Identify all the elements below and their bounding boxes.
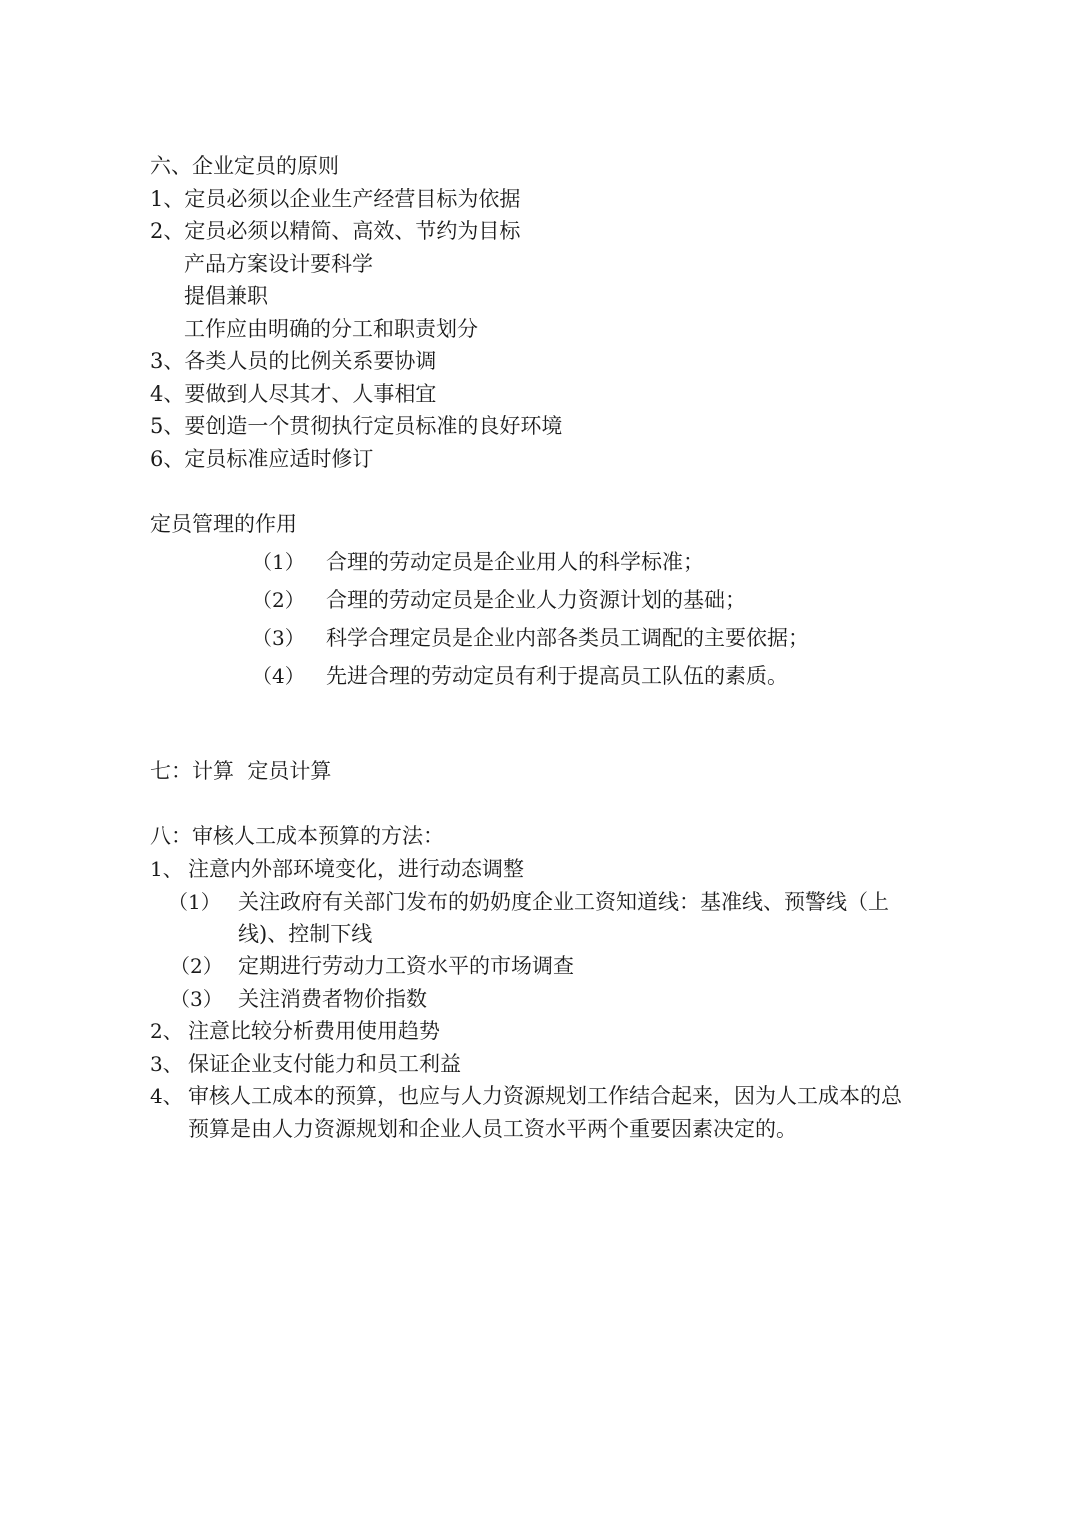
section8-sub1-text: 关注政府有关部门发布的奶奶度企业工资知道线：基准线、预警线（上 bbox=[238, 890, 889, 914]
management-num-1: （1） bbox=[252, 550, 305, 574]
section6-item-5: 5、要创造一个贯彻执行定员标准的良好环境 bbox=[150, 414, 563, 438]
section6-item-2: 2、定员必须以精简、高效、节约为目标 bbox=[150, 219, 521, 243]
section8-item1-num: 1、 bbox=[150, 857, 183, 881]
section8-item4-text: 审核人工成本的预算，也应与人力资源规划工作结合起来，因为人工成本的总 bbox=[188, 1084, 902, 1108]
section8-sub2-text: 定期进行劳动力工资水平的市场调查 bbox=[238, 954, 574, 978]
section8-item3-num: 3、 bbox=[150, 1052, 183, 1076]
section8-sub3-text: 关注消费者物价指数 bbox=[238, 987, 427, 1011]
section8-item3-text: 保证企业支付能力和员工利益 bbox=[188, 1052, 461, 1076]
section8-title: 八：审核人工成本预算的方法： bbox=[150, 824, 444, 848]
section8-item1-text: 注意内外部环境变化，进行动态调整 bbox=[188, 857, 524, 881]
management-title: 定员管理的作用 bbox=[150, 512, 297, 536]
management-num-4: （4） bbox=[252, 664, 305, 688]
management-text-2: 合理的劳动定员是企业人力资源计划的基础； bbox=[326, 588, 746, 612]
section8-sub2-num: （2） bbox=[170, 954, 223, 978]
section6-subitem-2: 提倡兼职 bbox=[184, 284, 268, 308]
section8-item4-num: 4、 bbox=[150, 1084, 183, 1108]
management-text-3: 科学合理定员是企业内部各类员工调配的主要依据； bbox=[326, 626, 809, 650]
section8-item2-text: 注意比较分析费用使用趋势 bbox=[188, 1019, 440, 1043]
section6-item-1: 1、定员必须以企业生产经营目标为依据 bbox=[150, 187, 521, 211]
section6-subitem-1: 产品方案设计要科学 bbox=[184, 252, 373, 276]
section6-item-6: 6、定员标准应适时修订 bbox=[150, 447, 374, 471]
management-text-4: 先进合理的劳动定员有利于提高员工队伍的素质。 bbox=[326, 664, 788, 688]
section8-sub3-num: （3） bbox=[170, 987, 223, 1011]
section8-item2-num: 2、 bbox=[150, 1019, 183, 1043]
section8-sub1-cont: 线)、控制下线 bbox=[238, 922, 373, 946]
section6-item-3: 3、各类人员的比例关系要协调 bbox=[150, 349, 437, 373]
section6-item-4: 4、要做到人尽其才、人事相宜 bbox=[150, 382, 437, 406]
section8-sub1-num: （1） bbox=[168, 890, 221, 914]
section8-item4-cont: 预算是由人力资源规划和企业人员工资水平两个重要因素决定的。 bbox=[188, 1117, 797, 1141]
section7-title: 七：计算 定员计算 bbox=[150, 759, 332, 783]
section6-subitem-3: 工作应由明确的分工和职责划分 bbox=[184, 317, 478, 341]
management-num-3: （3） bbox=[252, 626, 305, 650]
section6-title: 六、企业定员的原则 bbox=[150, 154, 339, 178]
management-num-2: （2） bbox=[252, 588, 305, 612]
management-text-1: 合理的劳动定员是企业用人的科学标准； bbox=[326, 550, 704, 574]
